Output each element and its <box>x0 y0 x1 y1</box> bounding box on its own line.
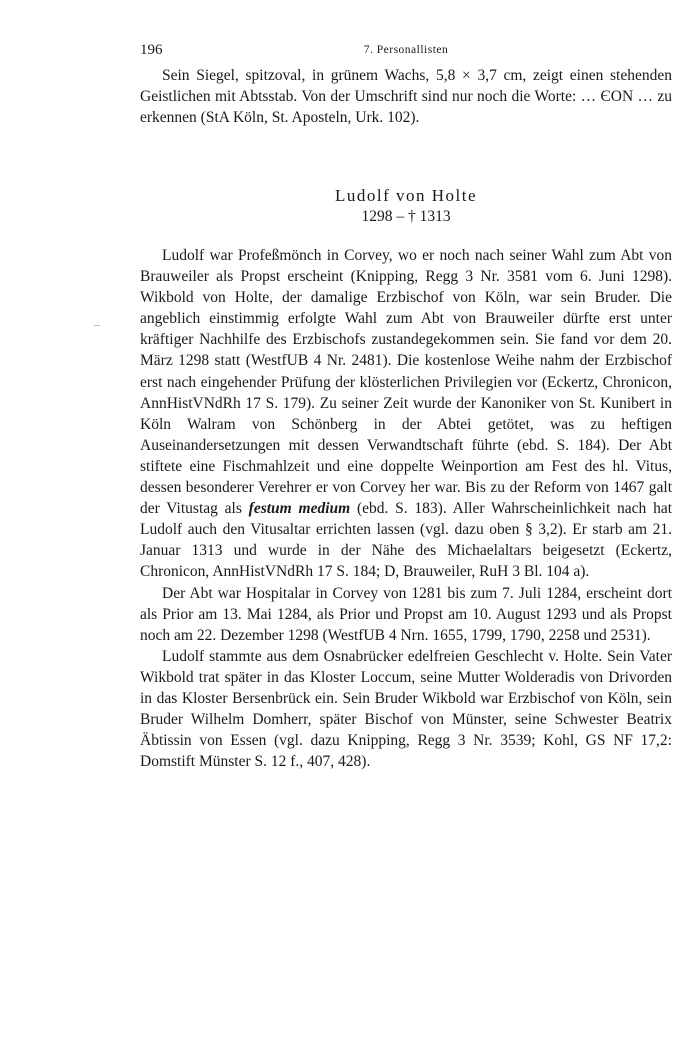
entry-name-heading: Ludolf von Holte <box>334 186 478 205</box>
running-head <box>140 42 672 62</box>
festum-medium-emphasis: festum medium <box>248 500 351 518</box>
entry-dates: 1298 – † 1313 <box>361 208 451 225</box>
entry-paragraph-1-part-b: (ebd. S. 183). Aller Wahrscheinlichkeit nach hat Ludolf auch den Vitusaltar errichten lassen (vgl. dazu oben § 3,2). Er starb am 21. Januar 1313 und wurde in der Nähe des Michaelaltars beigesetzt (Eckertz, Chronicon, AnnHistVNdRh 17 S. 184; D, Brauweiler, RuH 3 Bl. 104 a). <box>140 500 673 581</box>
chapter-title: 7. Personallisten <box>363 44 449 56</box>
page-number: 196 <box>140 42 163 58</box>
entry-body <box>140 245 672 772</box>
intro-paragraph: Sein Siegel, spitzoval, in grünem Wachs, 5,8 × 3,7 cm, zeigt einen stehenden Geistlichen mit Abtsstab. Von der Umschrift sind nur noch die Worte: … ЄON … zu erkennen (StA Köln, St. Aposteln, Urk. 102). <box>140 67 672 127</box>
entry-paragraph-1-part-a: Ludolf war Profeßmönch in Corvey, wo er noch nach seiner Wahl zum Abt von Brauweiler als Propst erscheint (Knipping, Regg 3 Nr. 3581 vom 6. Juni 1298). Wikbold von Holte, der damalige Erzbischof von Köln, war sein Bruder. Die angeblich einstimmig erfolgte Wahl zum Abt von Brauweiler dürfte erst unter kräftiger Nachhilfe des Erzbischofs zustandegekommen sein. Sie fand vor dem 20. März 1298 statt (WestfUB 4 Nr. 2481). Die kostenlose Weihe nahm der Erzbischof erst nach eingehender Prüfung der klösterlichen Privilegien vor (Eckertz, Chronicon, AnnHistVNdRh 17 S. 179). Zu seiner Zeit wurde der Kanoniker von St. Kunibert in Köln Walram von Schönberg in der Abtei getötet, was zu heftigen Auseinandersetzungen mit dessen Verwandtschaft führte (ebd. S. 184). Der Abt stiftete eine Fischmahlzeit und eine doppelte Weinportion am Fest des hl. Vitus, dessen besonderer Verehrer er von Corvey her war. Bis zu der Reform von 1467 galt der Vitustag als <box>140 247 672 518</box>
intro-block <box>140 65 672 128</box>
entry-paragraph-2: Der Abt war Hospitalar in Corvey von 1281 bis zum 7. Juli 1284, erscheint dort als Prior am 13. Mai 1284, als Prior und Propst am 10. August 1293 und als Propst noch am 22. Dezember 1298 (WestfUB 4 Nrn. 1655, 1799, 1790, 2258 und 2531). <box>140 584 672 644</box>
margin-mark <box>94 325 100 326</box>
entry-paragraph-1 <box>140 245 672 583</box>
entry-paragraph-3: Ludolf stammte aus dem Osnabrücker edelfreien Geschlecht v. Holte. Sein Vater Wikbold trat später in das Kloster Loccum, seine Mutter Wolderadis von Drivorden in das Kloster Bersenbrück ein. Sein Bruder Wikbold war Erzbischof von Köln, sein Bruder Wilhelm Domherr, später Bischof von Münster, seine Schwester Beatrix Äbtissin von Essen (vgl. dazu Knipping, Regg 3 Nr. 3539; Kohl, GS NF 17,2: Domstift Münster S. 12 f., 407, 428). <box>140 647 672 771</box>
